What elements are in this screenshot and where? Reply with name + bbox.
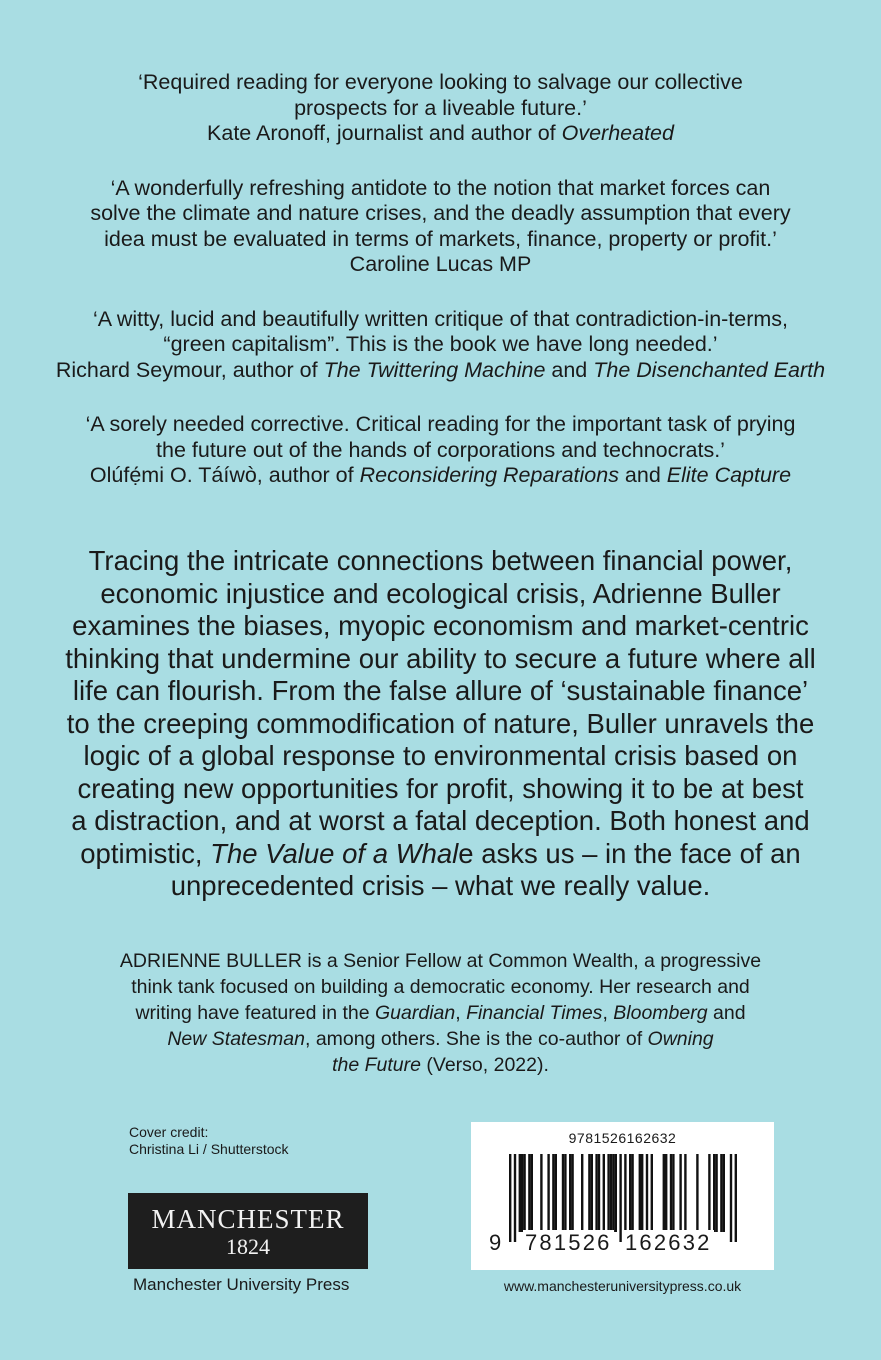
text-span: to the creeping commodification of nature, Buller unravels the [66,707,815,739]
book-blurb [60,545,821,903]
blurb-line [60,578,821,611]
barcode-bar [564,1154,566,1232]
blurb-line [60,643,821,676]
blurb-line [60,805,821,838]
quote-line [40,332,841,358]
quote-attribution [40,121,841,147]
text-span: e asks us – in the face of an [458,837,801,869]
text-span: Tracing the intricate connections between financial power, [88,545,793,576]
isbn-digit-prefix: 9 [489,1230,504,1255]
quote-line [40,96,841,122]
barcode-bar [595,1154,597,1232]
barcode-bar [569,1154,571,1232]
text-span: life can flourish. From the false allure of ‘sustainable finance’ [72,675,809,706]
barcode-bar [540,1154,542,1232]
barcode-bar [713,1154,715,1232]
text-span: creating new opportunities for profit, showing it to be at best [77,772,804,804]
barcode-bar [552,1154,554,1232]
text-span: Richard Seymour, author of [55,357,324,382]
barcode-bar [663,1154,665,1232]
barcode-bar [531,1154,533,1232]
author-bio [60,948,821,1078]
blurb-line [60,675,821,708]
barcode-bar [547,1154,549,1232]
barcode-bar [519,1154,521,1232]
text-span: a distraction, and at worst a fatal deception. Both honest and [71,805,810,836]
bio-line [60,974,821,1000]
barcode-bar [591,1154,593,1232]
text-span: optimistic, [80,837,211,869]
blurb-line [60,838,821,871]
quote-attribution [40,358,841,384]
text-span: , among others. She is the co-author of [305,1028,648,1050]
italic-text: New Statesman [167,1028,305,1050]
text-span: think tank focused on building a democratic economy. Her research and [131,976,750,998]
text-span: ‘A sorely needed corrective. Critical reading for the important task of prying [85,412,796,436]
bio-line [60,1026,821,1052]
isbn-digits [471,1230,774,1260]
publisher-logo-name: MANCHESTER [151,1204,345,1234]
quote-line [40,176,841,202]
barcode-bar [641,1154,643,1232]
text-span: examines the biases, myopic economism and market-centric [72,610,809,641]
text-span: Olúfẹ́mi O. Táíwò, author of [89,463,360,487]
quote-line [40,307,841,333]
quote-line [40,227,841,253]
barcode-bar [603,1154,605,1232]
barcode-bar [581,1154,583,1232]
barcode-bar [684,1154,686,1232]
quote-line [40,438,841,464]
barcode-bar [619,1154,621,1242]
text-span: “green capitalism”. This is the book we have long needed.’ [163,332,718,356]
barcode-bar [715,1154,717,1232]
text-span: ‘Required reading for everyone looking to salvage our collective [138,70,743,94]
bio-line [60,1052,821,1078]
barcode-bar [562,1154,564,1232]
quote-line [40,201,841,227]
text-span: thinking that undermine our ability to secure a future where all [65,642,816,674]
barcode-bar [521,1154,523,1232]
quote-line [40,70,841,96]
text-span: (Verso, 2022). [420,1054,549,1076]
bio-line [60,948,821,974]
text-span: ‘A wonderfully refreshing antidote to the notion that market forces can [110,175,771,200]
text-span: and [545,357,594,382]
text-span: ‘A witty, lucid and beautifully written critique of that contradiction-in-terms, [92,306,789,331]
cover-credit-name: Christina Li / Shutterstock [129,1141,289,1157]
barcode-bar [624,1154,626,1242]
barcode-bar [615,1154,617,1232]
barcode-bar [555,1154,557,1232]
italic-text: Elite Capture [666,463,792,487]
italic-text: Overheated [561,121,674,145]
publisher-name: Manchester University Press [133,1275,350,1294]
review-quote [40,70,841,147]
italic-text: The Value of a Whal [210,837,459,869]
text-span: and [707,1002,746,1024]
quote-line [40,412,841,438]
blurb-line [60,740,821,773]
text-span: economic injustice and ecological crisis, Adrienne Buller [100,577,781,609]
review-quote [40,176,841,278]
barcode-bar [672,1154,674,1232]
barcode-bar [639,1154,641,1232]
barcode-bar [670,1154,672,1232]
barcode-bar [598,1154,600,1232]
italic-text: Owning [647,1028,714,1050]
barcode-bar [708,1154,710,1232]
italic-text: Financial Times [466,1002,603,1024]
barcode-bar [730,1154,732,1242]
publisher-logo [128,1193,368,1269]
barcode-bar [528,1154,530,1232]
text-span: writing have featured in the [135,1002,375,1024]
blurb-line [60,870,821,903]
text-span: logic of a global response to environmental crisis based on [83,740,798,771]
isbn-digit-right: 162632 [625,1230,712,1255]
barcode-bar [696,1154,698,1232]
cover-credit [129,1124,289,1158]
text-span: and [618,463,667,487]
text-span: ADRIENNE BULLER is a Senior Fellow at Common Wealth, a progressive [119,950,762,972]
barcode-bar [735,1154,737,1242]
blurb-line [60,773,821,806]
text-span: prospects for a liveable future.’ [294,95,587,120]
italic-text: The Twittering Machine [323,357,546,382]
isbn-digit-left: 781526 [525,1230,612,1255]
barcode-bar [523,1154,525,1232]
barcode-bar [720,1154,722,1232]
text-span: the future out of the hands of corporations and technocrats.’ [156,437,725,462]
bio-line [60,1000,821,1026]
review-quote [40,307,841,384]
text-span: Caroline Lucas MP [349,252,532,276]
publisher-website: www.manchesteruniversitypress.co.uk [503,1278,742,1294]
text-span: unprecedented crisis – what we really value. [170,870,711,901]
text-span: idea must be evaluated in terms of markets, finance, property or profit.’ [104,226,777,251]
text-span: Kate Aronoff, journalist and author of [207,121,562,145]
barcode-bar [665,1154,667,1232]
blurb-line [60,545,821,578]
text-span: , [455,1002,467,1024]
italic-text: The Disenchanted Earth [593,357,826,382]
barcode-bar [646,1154,648,1232]
barcode-bar [514,1154,516,1242]
italic-text: Bloomberg [613,1002,708,1024]
text-span: solve the climate and nature crises, and the deadly assumption that every [90,201,791,225]
text-span: , [602,1002,614,1024]
isbn-number: 9781526162632 [568,1130,677,1146]
review-quotes [40,70,841,518]
barcode-bar [679,1154,681,1232]
barcode-bar [509,1154,511,1242]
italic-text: Guardian [375,1002,456,1024]
barcode-bar [612,1154,614,1232]
barcode-bar [607,1154,609,1232]
publisher-logo-year: 1824 [226,1234,270,1259]
barcode-bar [588,1154,590,1232]
barcode-bar [629,1154,631,1232]
barcode-bar [651,1154,653,1232]
blurb-line [60,610,821,643]
barcode-bar [610,1154,612,1232]
isbn-barcode [471,1122,774,1270]
cover-credit-label: Cover credit: [129,1124,209,1140]
quote-attribution [40,252,841,278]
blurb-line [60,708,821,741]
italic-text: the Future [332,1054,421,1076]
barcode-bar [571,1154,573,1232]
barcode-bar [723,1154,725,1232]
italic-text: Reconsidering Reparations [359,463,619,487]
barcode-bar [631,1154,633,1232]
review-quote [40,412,841,489]
quote-attribution [40,463,841,489]
